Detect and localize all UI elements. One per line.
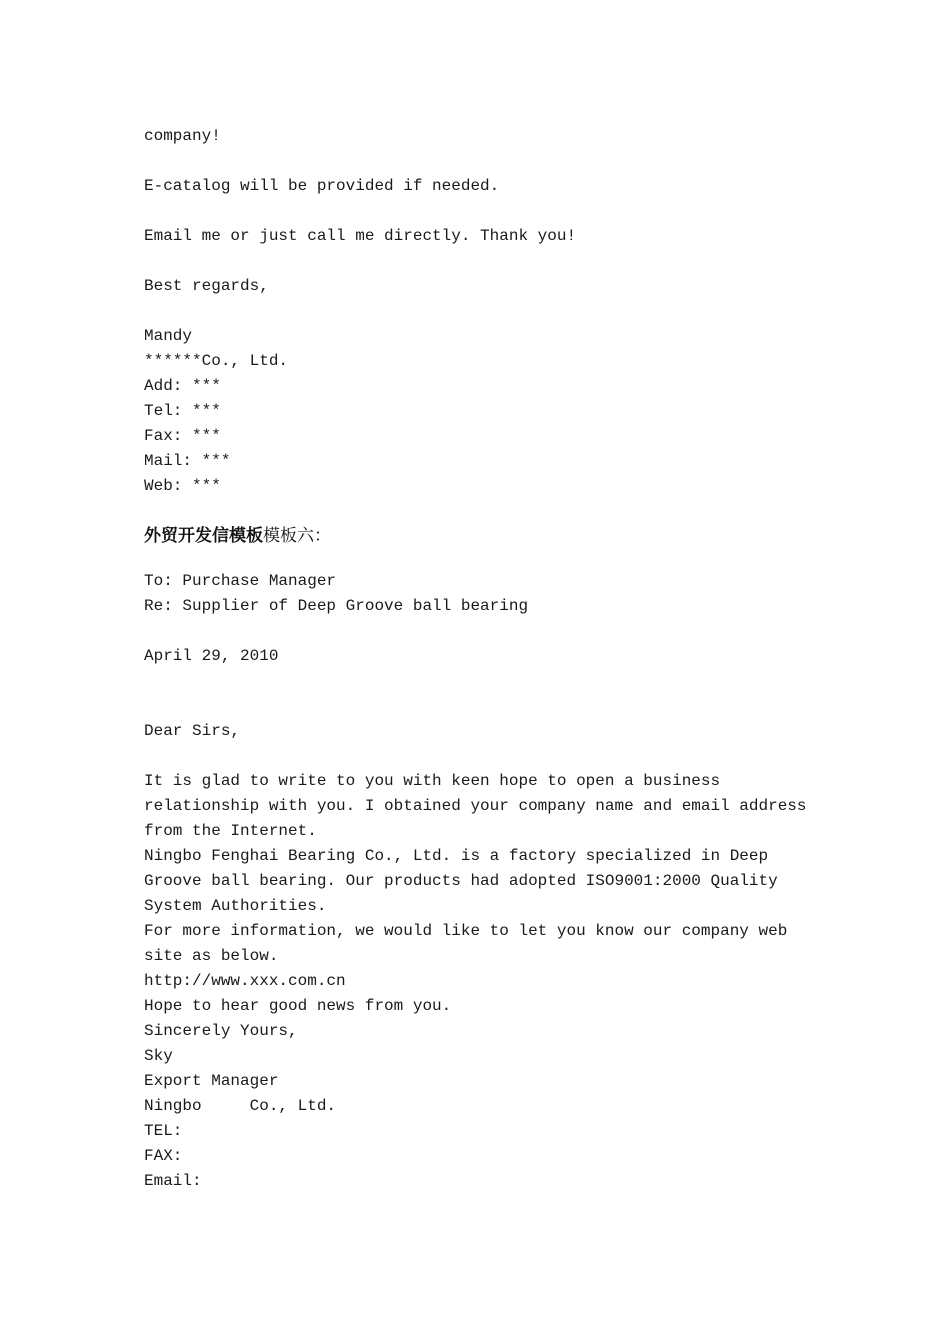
- signature-block: [144, 1044, 824, 1194]
- signature-web: Web: ***: [144, 477, 221, 495]
- text-line: company!: [144, 127, 221, 145]
- signature-tel: TEL:: [144, 1122, 183, 1140]
- body-line: Ningbo Fenghai Bearing Co., Ltd. is a factory specialized in Deep: [144, 847, 769, 865]
- regards-line: Best regards,: [144, 277, 269, 295]
- closing-line: Sincerely Yours,: [144, 1022, 298, 1040]
- text-line: Email me or just call me directly. Thank you!: [144, 227, 577, 245]
- body-line: System Authorities.: [144, 897, 327, 915]
- to-line: To: Purchase Manager: [144, 572, 337, 590]
- document-content: [144, 124, 824, 1194]
- blank-line: [144, 549, 824, 569]
- signature-title: Export Manager: [144, 1072, 279, 1090]
- signature-fax: FAX:: [144, 1147, 183, 1165]
- signature-tel: Tel: ***: [144, 402, 221, 420]
- blank-line: [144, 299, 824, 324]
- blank-line: [144, 744, 824, 769]
- section-heading: [144, 524, 824, 549]
- body-line: from the Internet.: [144, 822, 317, 840]
- body-line: For more information, we would like to let you know our company web: [144, 922, 788, 940]
- body-line: Hope to hear good news from you.: [144, 997, 452, 1015]
- signature-name: Mandy: [144, 327, 193, 345]
- date-line: April 29, 2010: [144, 647, 279, 665]
- re-line: Re: Supplier of Deep Groove ball bearing: [144, 597, 529, 615]
- blank-line: [144, 619, 824, 644]
- section-heading-lead: 外贸开发信模板: [144, 526, 263, 546]
- signature-name: Sky: [144, 1047, 173, 1065]
- body-line: Groove ball bearing. Our products had adopted ISO9001:2000 Quality: [144, 872, 778, 890]
- signature-mail: Mail: ***: [144, 452, 231, 470]
- blank-line: [144, 669, 824, 719]
- salutation-line: Dear Sirs,: [144, 722, 241, 740]
- body-line: relationship with you. I obtained your company name and email address: [144, 797, 807, 815]
- blank-line: [144, 149, 824, 174]
- signature-address: Add: ***: [144, 377, 221, 395]
- section-heading-rest: 模板六：: [263, 526, 331, 546]
- body-line: site as below.: [144, 947, 279, 965]
- body-line: It is glad to write to you with keen hope to open a business: [144, 772, 721, 790]
- text-line: E-catalog will be provided if needed.: [144, 177, 500, 195]
- blank-line: [144, 199, 824, 224]
- letter-body: [144, 769, 824, 1019]
- signature-block: [144, 324, 824, 499]
- signature-company: Ningbo Co., Ltd.: [144, 1097, 337, 1115]
- blank-line: [144, 249, 824, 274]
- signature-company: ******Co., Ltd.: [144, 352, 289, 370]
- website-line: http://www.xxx.com.cn: [144, 972, 346, 990]
- signature-email: Email:: [144, 1172, 202, 1190]
- signature-fax: Fax: ***: [144, 427, 221, 445]
